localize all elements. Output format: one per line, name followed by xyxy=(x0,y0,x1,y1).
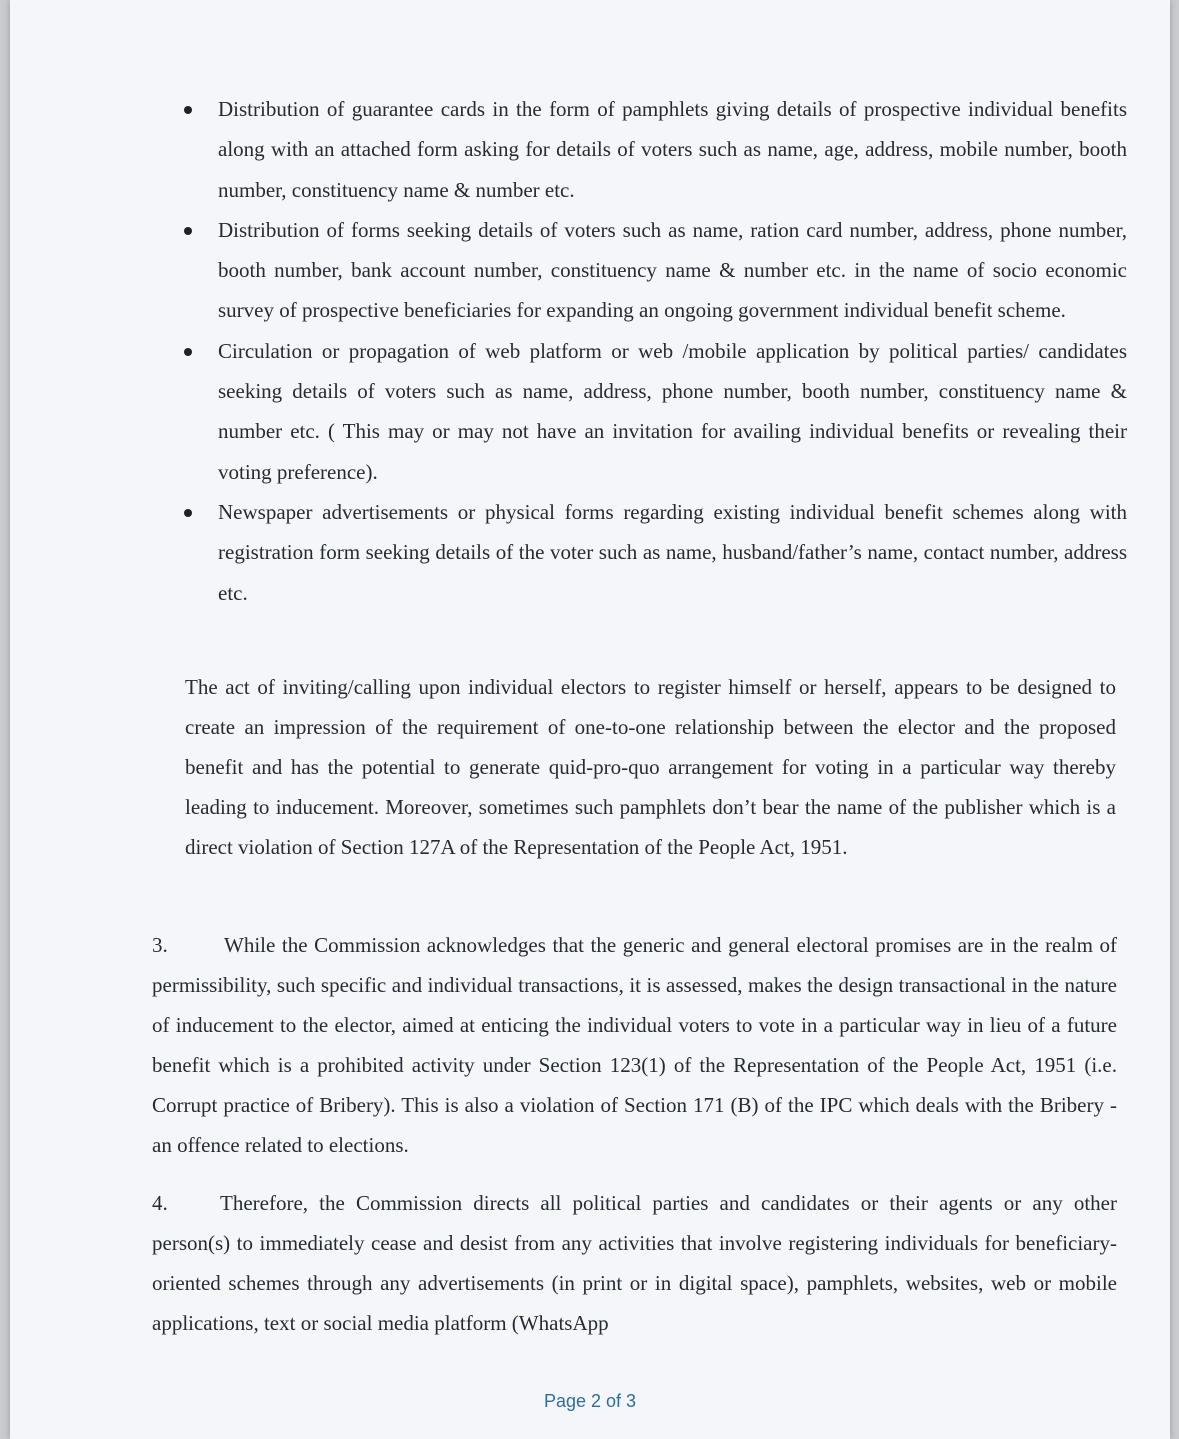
document-page xyxy=(10,0,1170,1439)
bullet-icon xyxy=(184,106,192,114)
inducement-paragraph: The act of inviting/calling upon individual electors to register himself or herself, appears to be designed to create an impression of the requirement of one-to-one relationship between the elector and the proposed benefit and has the potential to generate quid-pro-quo arrangement for voting in a particular way thereby leading to inducement. Moreover, sometimes such pamphlets don’t bear the name of the publisher which is a direct violation of Section 127A of the Representation of the People Act, 1951. xyxy=(185,675,1116,859)
bullet-list xyxy=(182,89,1127,613)
section-3-text: While the Commission acknowledges that the generic and general electoral promises are in the realm of permissibility, such specific and individual transactions, it is assessed, makes the design transactional in the nature of inducement to the elector, aimed at enticing the individual voters to vote in a particular way in lieu of a future benefit which is a prohibited activity under Section 123(1) of the Representation of the People Act, 1951 (i.e. Corrupt practice of Bribery). This is also a violation of Section 171 (B) of the IPC which deals with the Bribery -an offence related to elections. xyxy=(152,933,1117,1157)
bullet-text: Newspaper advertisements or physical forms regarding existing individual benefit schemes along with registration form seeking details of the voter such as name, husband/father’s name, contact number, address etc. xyxy=(218,499,1127,605)
bullet-text: Circulation or propagation of web platform or web /mobile application by political parties/ candidates seeking details of voters such as name, address, phone number, booth number, constituency name & number etc. ( This may or may not have an invitation for availing individual benefits or revealing their voting preference). xyxy=(218,338,1127,484)
bullet-icon xyxy=(184,509,192,517)
section-3-paragraph xyxy=(152,925,1117,1165)
bullet-item xyxy=(182,89,1127,210)
section-4-number: 4. xyxy=(152,1191,168,1215)
page-number-footer: Page 2 of 3 xyxy=(543,1391,637,1411)
section-3-number: 3. xyxy=(152,933,168,957)
bullet-icon xyxy=(184,227,192,235)
bullet-text: Distribution of forms seeking details of voters such as name, ration card number, address, phone number, booth number, bank account number, constituency name & number etc. in the name of socio economic survey of prospective beneficiaries for expanding an ongoing government individual benefit scheme. xyxy=(218,217,1127,323)
bullet-text: Distribution of guarantee cards in the form of pamphlets giving details of prospective individual benefits along with an attached form asking for details of voters such as name, age, address, mobile number, booth number, constituency name & number etc. xyxy=(218,97,1127,202)
bullet-item xyxy=(182,492,1127,613)
section-4-paragraph xyxy=(152,1183,1117,1343)
bullet-item xyxy=(182,331,1127,492)
bullet-icon xyxy=(184,348,192,356)
section-4-text: Therefore, the Commission directs all political parties and candidates or their agents or any other person(s) to immediately cease and desist from any activities that involve registering individuals for beneficiary-oriented schemes through any advertisements (in print or in digital space), pamphlets, websites, web or mobile applications, text or social media platform (WhatsApp xyxy=(152,1191,1117,1335)
bullet-item xyxy=(182,210,1127,331)
